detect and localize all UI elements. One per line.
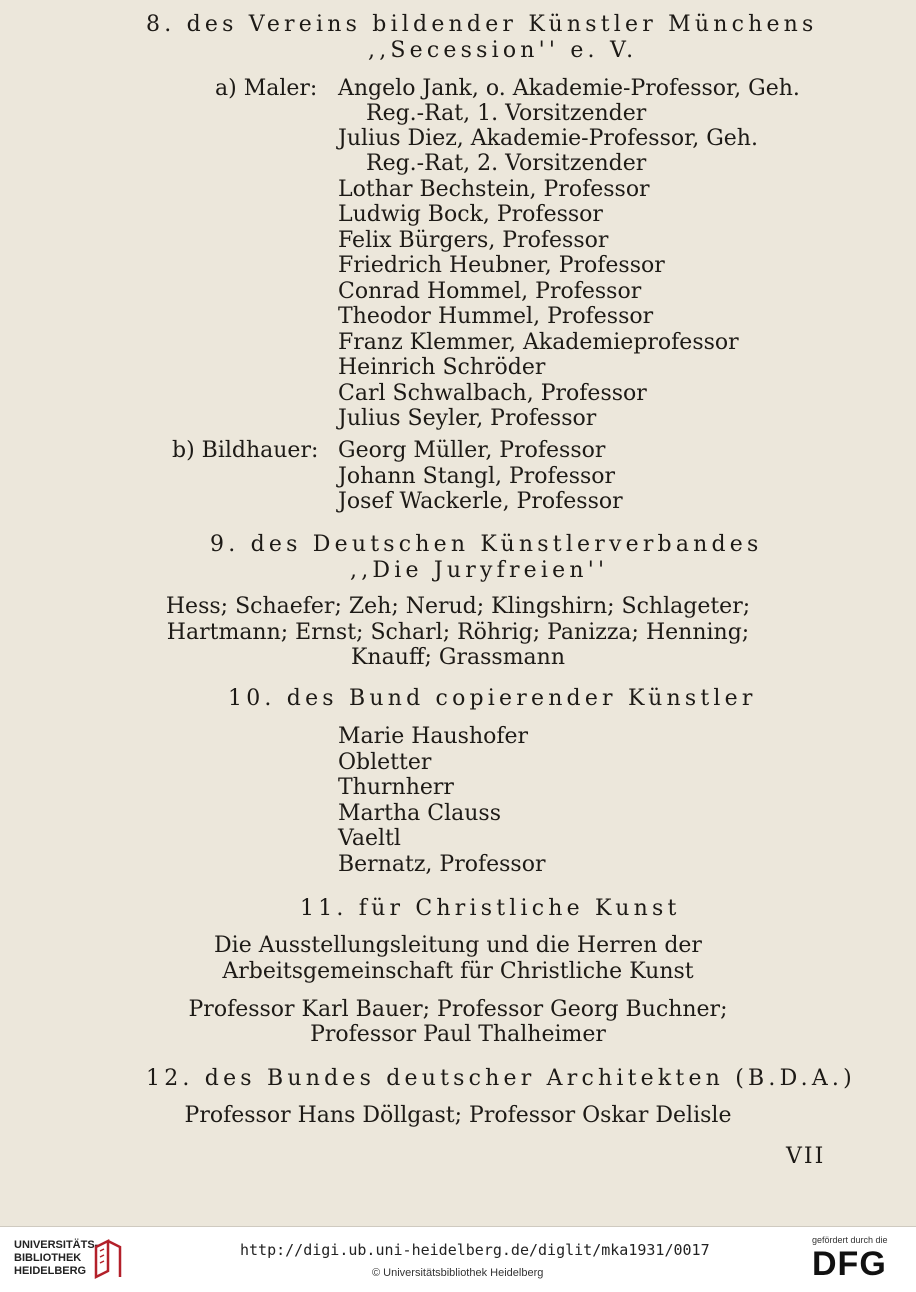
list-item: Angelo Jank, o. Akademie-Professor, Geh. (338, 76, 800, 101)
text-line: Die Ausstellungsleitung und die Herren der (214, 933, 702, 958)
list-item: Felix Bürgers, Professor (338, 228, 609, 253)
text-line: Arbeitsgemeinschaft für Christliche Kunst (222, 959, 694, 984)
section9-heading: 9. des Deutschen Künstlerverbandes (210, 532, 763, 557)
page-url-link[interactable]: http://digi.ub.uni-heidelberg.de/diglit/mka1931/0017 (240, 1241, 710, 1259)
maler-label: a) Maler: (215, 76, 318, 101)
list-item: Martha Clauss (338, 801, 502, 826)
section8-subheading: ,,Secession'' e. V. (368, 38, 638, 63)
list-item: Theodor Hummel, Professor (338, 304, 654, 329)
list-item: Thurnherr (338, 775, 454, 800)
list-item: Bernatz, Professor (338, 852, 546, 877)
text-line: Knauff; Grassmann (350, 645, 566, 670)
list-item: Reg.-Rat, 1. Vorsitzender (366, 101, 647, 126)
list-item: Josef Wackerle, Professor (338, 489, 623, 514)
text-line: Professor Karl Bauer; Professor Georg Buchner; (188, 997, 728, 1022)
list-item: Lothar Bechstein, Professor (338, 177, 650, 202)
list-item: Julius Diez, Akademie-Professor, Geh. (338, 126, 758, 151)
section9-subheading: ,,Die Juryfreien'' (350, 558, 609, 583)
funding-note: gefördert durch die (812, 1235, 888, 1245)
footer-bar (0, 1226, 916, 1292)
text-line: Professor Hans Döllgast; Professor Oskar Delisle (184, 1103, 732, 1128)
list-item: Franz Klemmer, Akademieprofessor (338, 330, 739, 355)
text-line: Hartmann; Ernst; Scharl; Röhrig; Panizza; Henning; (166, 620, 750, 645)
section10-heading: 10. des Bund copierender Künstler (228, 686, 757, 711)
dfg-logo: DFG (812, 1245, 887, 1283)
text-line: Professor Paul Thalheimer (310, 1022, 606, 1047)
section11-heading: 11. für Christliche Kunst (300, 896, 681, 921)
list-item: Heinrich Schröder (338, 355, 546, 380)
list-item: Reg.-Rat, 2. Vorsitzender (366, 151, 647, 176)
section8-heading: 8. des Vereins bildender Künstler Münchens (146, 12, 818, 37)
list-item: Carl Schwalbach, Professor (338, 381, 647, 406)
list-item: Friedrich Heubner, Professor (338, 253, 665, 278)
page-number: VII (786, 1144, 826, 1169)
list-item: Vaeltl (338, 826, 401, 851)
library-logo-text: UNIVERSITÄTS- BIBLIOTHEK HEIDELBERG (14, 1239, 99, 1277)
list-item: Ludwig Bock, Professor (338, 202, 603, 227)
copyright-text: © Universitätsbibliothek Heidelberg (372, 1267, 544, 1279)
text-line: Hess; Schaefer; Zeh; Nerud; Klingshirn; Schlageter; (165, 594, 751, 619)
list-item: Julius Seyler, Professor (338, 406, 597, 431)
list-item: Johann Stangl, Professor (338, 464, 616, 489)
list-item: Conrad Hommel, Professor (338, 279, 642, 304)
bildhauer-label: b) Bildhauer: (172, 438, 319, 463)
list-item: Obletter (338, 750, 432, 775)
list-item: Georg Müller, Professor (338, 438, 606, 463)
list-item: Marie Haushofer (338, 724, 529, 749)
section12-heading: 12. des Bundes deutscher Architekten (B.D.A.) (146, 1066, 856, 1091)
library-logo-icon (92, 1237, 126, 1281)
